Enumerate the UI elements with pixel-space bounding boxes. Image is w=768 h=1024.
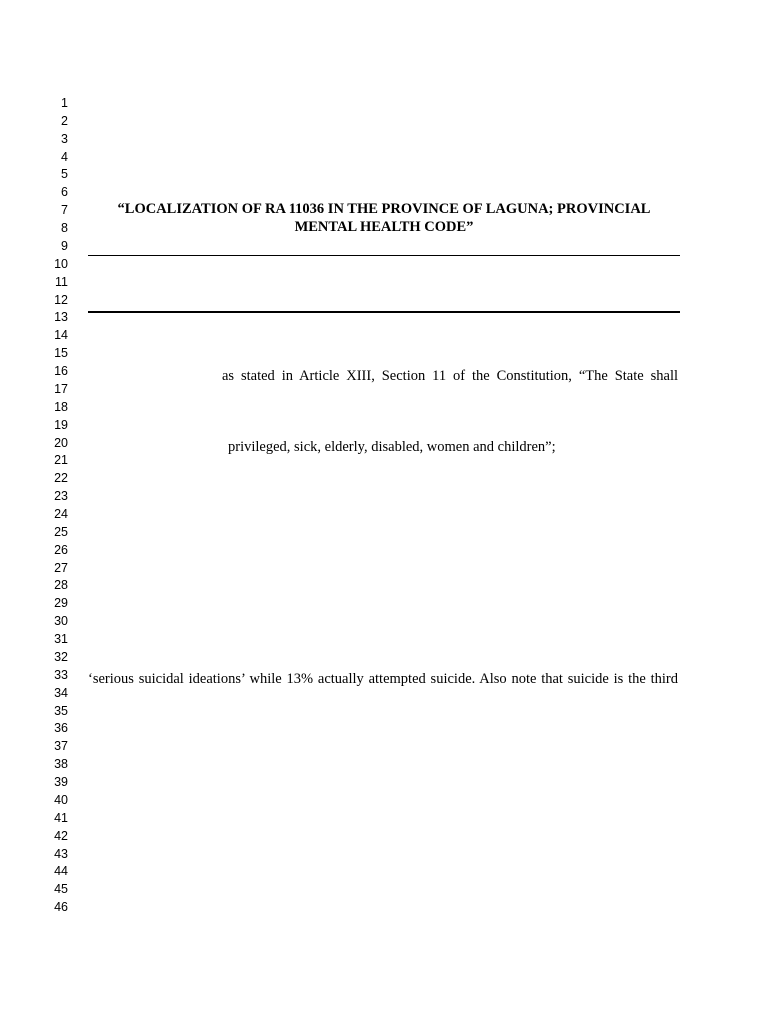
line-number: 18: [54, 399, 68, 414]
line-number: 15: [54, 346, 68, 361]
line-number: 22: [54, 471, 68, 486]
line-number: 17: [54, 381, 68, 396]
line-number: 26: [54, 542, 68, 557]
line-number: 14: [54, 328, 68, 343]
line-number: 30: [54, 614, 68, 629]
line-number: 5: [61, 167, 68, 182]
title-line-2: MENTAL HEALTH CODE”: [294, 218, 474, 235]
line-number: 27: [54, 560, 68, 575]
line-number: 45: [54, 882, 68, 897]
line-number: 10: [54, 256, 68, 271]
line-number: 35: [54, 703, 68, 718]
line-number: 24: [54, 507, 68, 521]
line-number: 39: [54, 775, 68, 790]
line-number: 34: [54, 685, 68, 700]
line-number: 8: [61, 221, 68, 236]
line-number: 37: [54, 739, 68, 754]
line-number: 13: [54, 310, 68, 325]
line-number: 11: [55, 274, 68, 289]
line-number: 7: [61, 203, 68, 218]
line-number: 46: [54, 900, 68, 915]
line-number: 43: [54, 846, 68, 861]
line-number: 25: [54, 524, 68, 539]
line-number: 28: [54, 578, 68, 593]
line-number: 29: [54, 596, 68, 611]
line-number: 1: [61, 96, 68, 110]
line-number: 31: [54, 632, 68, 647]
line-number: 21: [54, 453, 68, 468]
document-title: [88, 201, 680, 236]
line-number: 3: [61, 131, 68, 146]
line-number: 33: [54, 667, 68, 682]
line-number: 32: [54, 649, 68, 664]
horizontal-rule-thick: [88, 311, 680, 313]
line-number: 40: [54, 792, 68, 807]
horizontal-rule-thin: [88, 255, 680, 256]
line-number: 12: [54, 292, 68, 307]
line-number: 4: [61, 149, 68, 164]
line-number: 16: [54, 364, 68, 379]
line-number: 20: [54, 435, 68, 450]
line-number: 36: [54, 721, 68, 736]
line-number: 41: [54, 810, 68, 825]
text-line-33: ‘serious suicidal ideations’ while 13% actually attempted suicide. Also note that suicide is the third: [88, 671, 678, 687]
line-number: 23: [54, 489, 68, 504]
line-number: 6: [61, 185, 68, 200]
line-number: 42: [54, 828, 68, 843]
line-number: 9: [61, 238, 68, 253]
line-number: 38: [54, 757, 68, 772]
text-line-20: privileged, sick, elderly, disabled, women and children”;: [228, 439, 556, 455]
line-number: 2: [61, 113, 68, 128]
text-line-16: as stated in Article XIII, Section 11 of the Constitution, “The State shall: [222, 368, 678, 384]
line-number: 44: [54, 864, 68, 879]
line-number: 19: [54, 417, 68, 432]
title-line-1: “LOCALIZATION OF RA 11036 IN THE PROVINCE OF LAGUNA; PROVINCIAL: [117, 201, 651, 217]
